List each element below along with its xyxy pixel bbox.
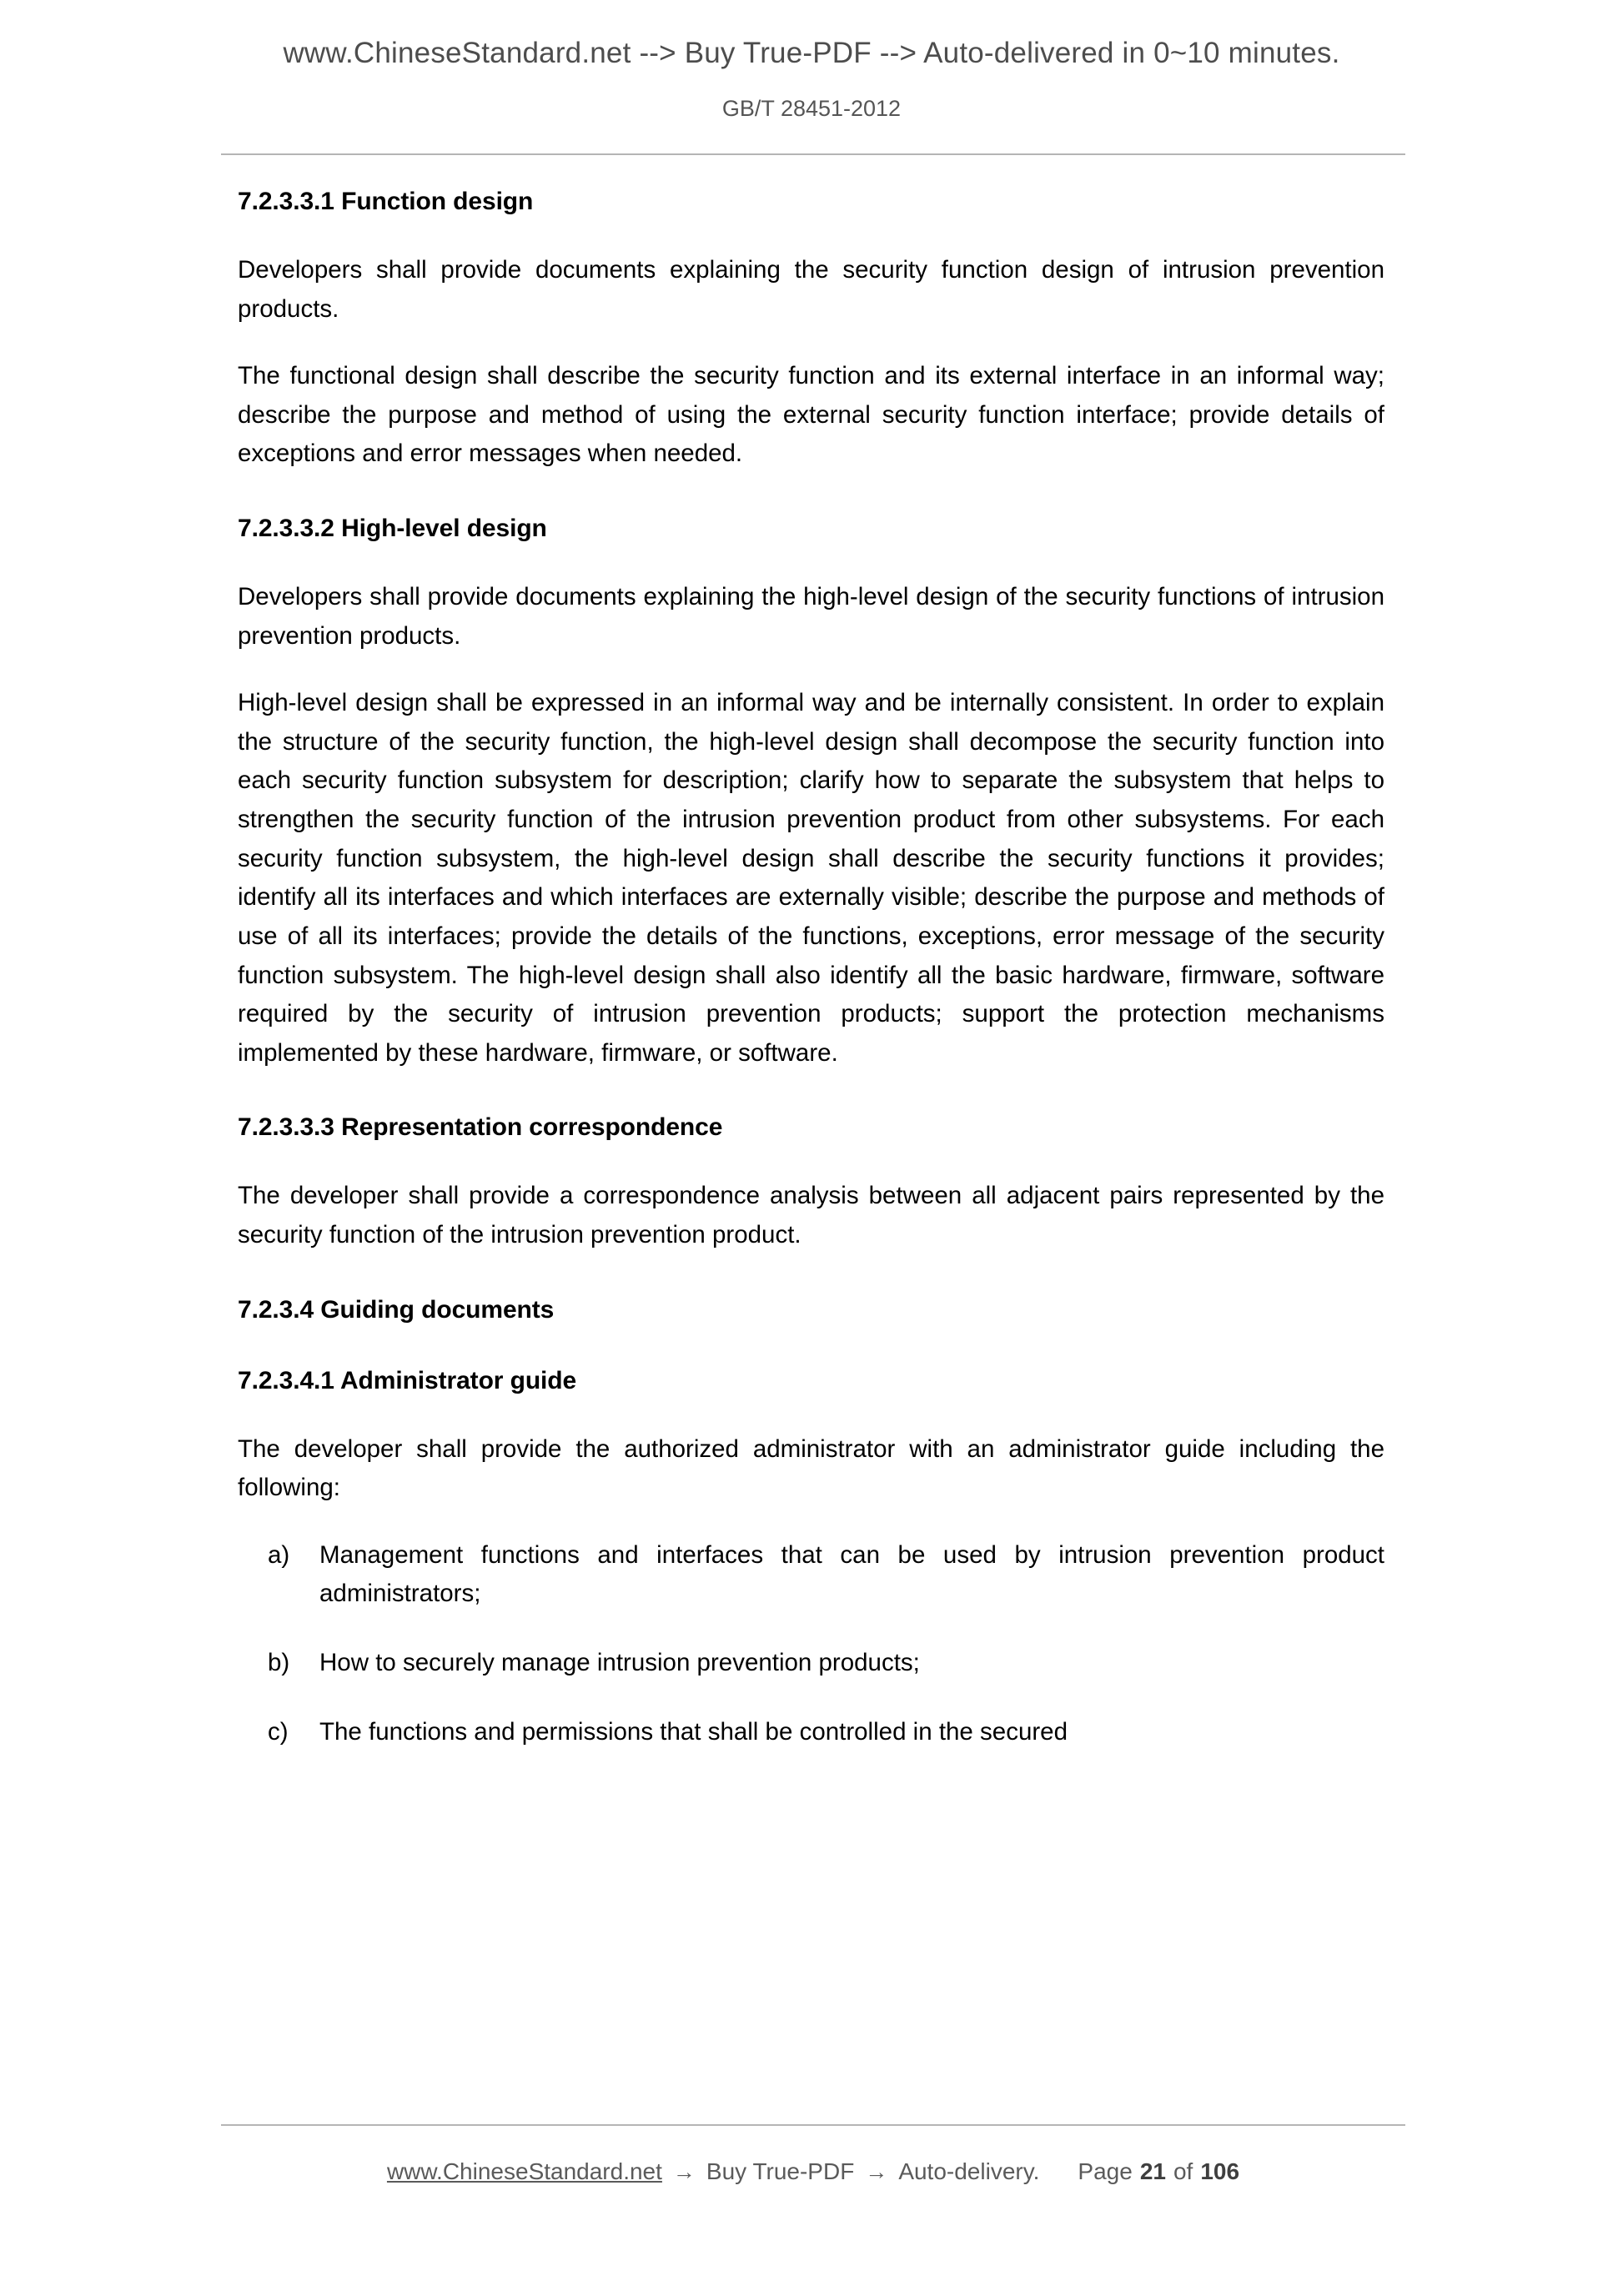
spacer — [238, 1255, 1384, 1294]
list-item-text: How to securely manage intrusion prevention products; — [319, 1649, 920, 1677]
paragraph-high-level-design-2: High-level design shall be expressed in an informal way and be internally consistent. In order to explain the structure of the security function, the high-level design shall decompose the security function into each security function subsystem for description; clarify how to separate the subsystem that helps to strengthen the security function of the intrusion prevention product from other subsystems. For each security function subsystem, the high-level design shall describe the security functions it provides; identify all its interfaces and which interfaces are externally visible; describe the purpose and methods of use of all its interfaces; provide the details of the functions, exceptions, error message of the security function subsystem. The high-level design shall also identify all the basic hardware, firmware, software required by the security of intrusion prevention products; support the protection mechanisms implemented by these hardware, firmware, or software. — [238, 689, 1384, 1067]
section-heading-representation-correspondence: 7.2.3.3.3 Representation correspondence — [238, 1113, 723, 1142]
paragraph-representation-correspondence-1: The developer shall provide a correspondence analysis between all adjacent pairs represented by the security function of the intrusion prevention product. — [238, 1182, 1384, 1248]
list-item-marker: c) — [268, 1717, 289, 1746]
footer-delivery-label: Auto-delivery. — [898, 2158, 1040, 2184]
right-arrow-icon: → — [672, 2159, 696, 2184]
spacer — [238, 545, 1384, 578]
footer-total-pages: 106 — [1200, 2158, 1240, 2184]
list-item-text: The functions and permissions that shall be controlled in the secured — [319, 1717, 1068, 1746]
footer-buy-label: Buy True-PDF — [706, 2158, 855, 2184]
watermark-url-text: www.ChineseStandard.net --> Buy True-PDF --> Auto-delivered in 0~10 minutes. — [283, 37, 1340, 69]
spacer — [238, 1683, 1384, 1713]
paragraph-function-design-2: The functional design shall describe the security function and its external interface in an informal way; describe the purpose and method of using the external security function interface; provide details of exceptions and error messages when needed. — [238, 362, 1384, 468]
footer-divider — [221, 2124, 1405, 2126]
spacer — [238, 329, 1384, 357]
section-heading-high-level-design: 7.2.3.3.2 High-level design — [238, 515, 547, 543]
section-heading-administrator-guide: 7.2.3.4.1 Administrator guide — [238, 1366, 577, 1394]
page-header-watermark — [0, 37, 1623, 70]
list-item — [268, 1536, 1384, 1614]
header-divider — [221, 153, 1405, 155]
footer-of-label: of — [1173, 2158, 1193, 2184]
spacer — [238, 656, 1384, 684]
paragraph-administrator-guide-1: The developer shall provide the authorized administrator with an administrator guide including the following: — [238, 1434, 1384, 1502]
page-footer — [221, 2158, 1405, 2185]
spacer — [238, 474, 1384, 512]
document-body — [238, 185, 1384, 1751]
spacer — [238, 1508, 1384, 1536]
paragraph-high-level-design-1: Developers shall provide documents explaining the high-level design of the security functions of intrusion prevention products. — [238, 583, 1384, 650]
spacer — [238, 1614, 1384, 1644]
footer-page-label: Page — [1078, 2158, 1133, 2184]
paragraph-function-design-1: Developers shall provide documents explaining the security function design of intrusion prevention products. — [238, 256, 1384, 323]
section-heading-guiding-documents: 7.2.3.4 Guiding documents — [238, 1295, 555, 1324]
standard-number: GB/T 28451-2012 — [721, 96, 902, 121]
list-item-text: Management functions and interfaces that can be used by intrusion prevention product administrators; — [319, 1540, 1384, 1608]
list-item-marker: a) — [268, 1540, 290, 1569]
list-item — [268, 1644, 1384, 1683]
spacer — [238, 1073, 1384, 1111]
footer-page-number: 21 — [1139, 2158, 1166, 2184]
right-arrow-icon: → — [865, 2159, 888, 2184]
spacer — [238, 1326, 1384, 1364]
list-item-marker: b) — [268, 1649, 290, 1677]
footer-url-link[interactable]: www.ChineseStandard.net — [386, 2158, 662, 2184]
spacer — [238, 218, 1384, 251]
spacer — [238, 1143, 1384, 1177]
section-heading-function-design: 7.2.3.3.1 Function design — [238, 188, 534, 215]
spacer — [238, 1397, 1384, 1430]
list-item — [268, 1713, 1384, 1752]
administrator-guide-list — [238, 1536, 1384, 1751]
